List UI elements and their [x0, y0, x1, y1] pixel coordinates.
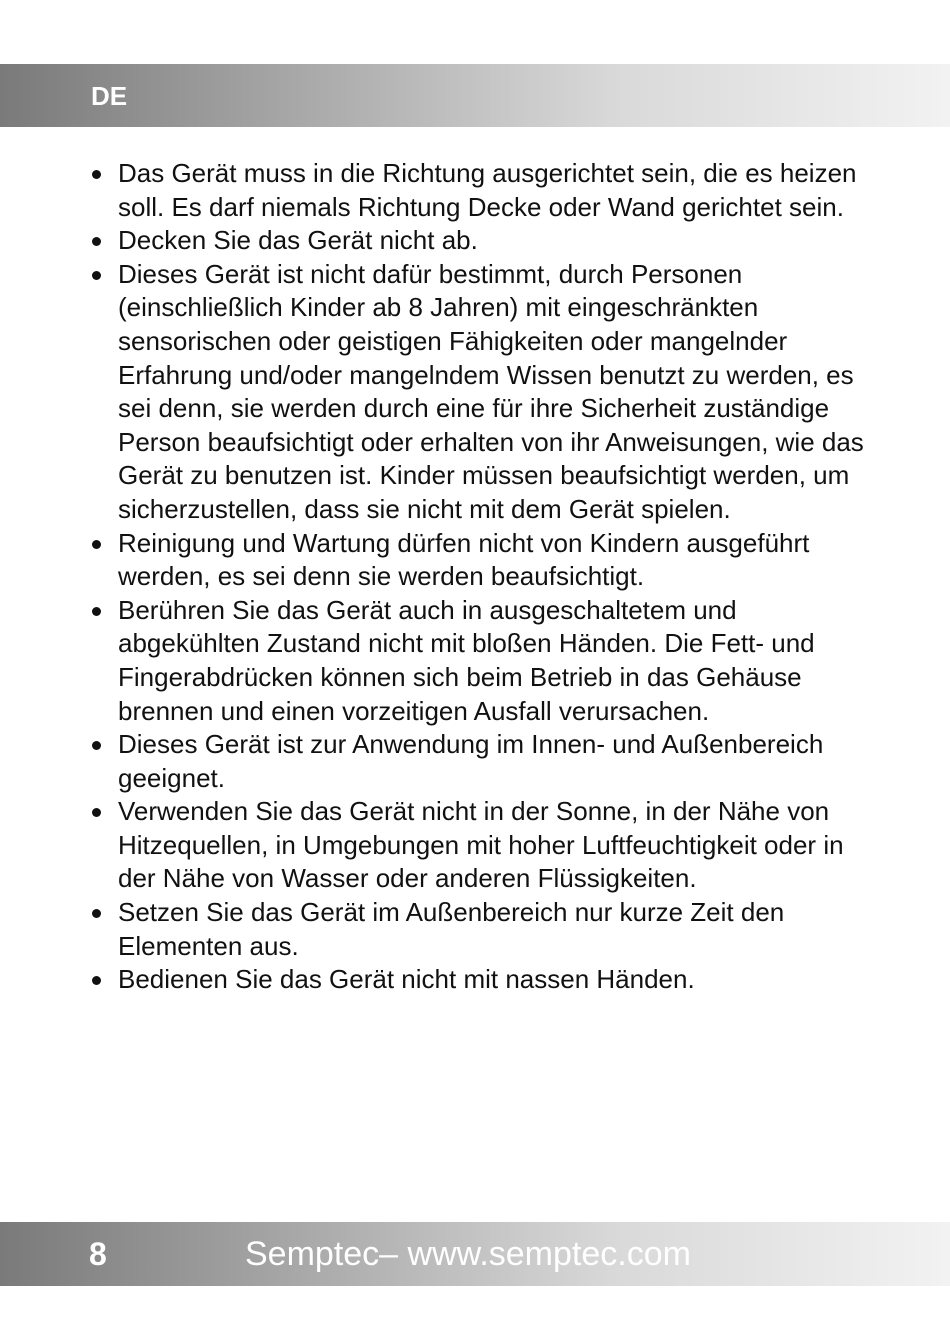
footer-website: Semptec– www.semptec.com: [245, 1235, 691, 1273]
safety-list: [90, 157, 870, 997]
content-area: [90, 157, 870, 997]
list-item-text: Dieses Gerät ist zur Anwendung im Innen- und Außenbereich geeignet.: [118, 729, 824, 793]
bullet-icon: [92, 170, 101, 179]
list-item: [90, 795, 870, 896]
list-item-text: Decken Sie das Gerät nicht ab.: [118, 225, 478, 256]
list-item: [90, 157, 870, 224]
bullet-icon: [92, 976, 101, 985]
list-item-text: Das Gerät muss in die Richtung ausgerichtet sein, die es heizen soll. Es darf niemals Richtung Decke oder Wand gerichtet sein.: [118, 158, 857, 222]
list-item-text: Verwenden Sie das Gerät nicht in der Sonne, in der Nähe von Hitzequellen, in Umgebungen mit hoher Luftfeuchtigkeit oder in der Nähe von Wasser oder anderen Flüssigkeiten.: [118, 796, 844, 894]
list-item-text: Berühren Sie das Gerät auch in ausgeschaltetem und abgekühlten Zustand nicht mit bloßen Händen. Die Fett- und Fingerabdrücken können sich beim Betrieb in das Gehäuse brennen und einen vorzeitigen Ausfall verursachen.: [118, 594, 815, 726]
list-item: [90, 594, 870, 728]
bullet-icon: [92, 237, 101, 246]
language-code: DE: [91, 81, 128, 111]
page-number: 8: [89, 1236, 107, 1272]
list-item: [90, 963, 870, 997]
bullet-icon: [92, 271, 101, 280]
list-item-text: Reinigung und Wartung dürfen nicht von Kindern ausgeführt werden, es sei denn sie werden beaufsichtigt.: [118, 527, 810, 592]
list-item: [90, 224, 870, 258]
list-item: [90, 728, 870, 795]
bullet-icon: [92, 808, 101, 817]
bullet-icon: [92, 540, 101, 549]
list-item-text: Bedienen Sie das Gerät nicht mit nassen Händen.: [118, 964, 695, 995]
list-item: [90, 527, 870, 594]
bullet-icon: [92, 741, 101, 750]
list-item-text: Dieses Gerät ist nicht dafür bestimmt, durch Personen (einschließlich Kinder ab 8 Jahren) mit eingeschränkten sensorischen oder geistigen Fähigkeiten oder mangelnder Erfahrung und/oder mangelndem Wissen benutzt zu werden, es sei denn, sie werden durch eine für ihre Sicherheit zuständige Person beaufsichtigt oder erhalten von ihr Anweisungen, wie das Gerät zu benutzen ist. Kinder müssen beaufsichtigt werden, um sicherzustellen, dass sie nicht mit dem Gerät spielen.: [118, 258, 864, 524]
list-item-text: Setzen Sie das Gerät im Außenbereich nur kurze Zeit den Elementen aus.: [118, 897, 785, 961]
bullet-icon: [92, 607, 101, 616]
header-band: [0, 64, 950, 127]
list-item: [90, 896, 870, 963]
list-item: [90, 258, 870, 527]
bullet-icon: [92, 909, 101, 918]
